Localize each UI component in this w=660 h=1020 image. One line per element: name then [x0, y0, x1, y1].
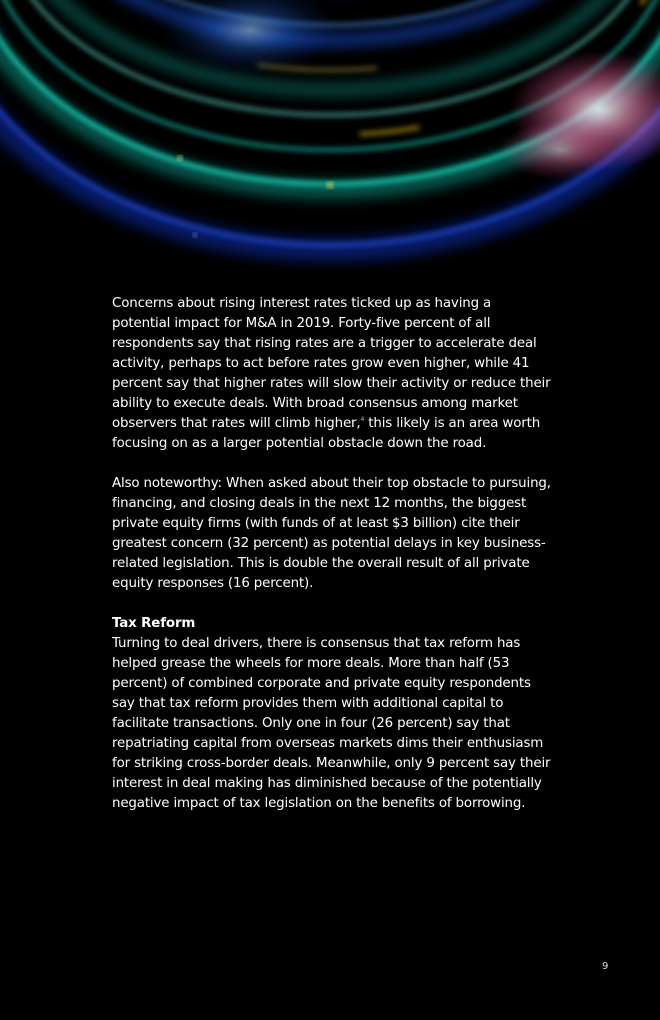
hero-light-rings-image [0, 0, 660, 290]
article-body [112, 294, 552, 834]
paragraph-tax-reform: Turning to deal drivers, there is consensus that tax reform has helped grease the wheels for more deals. More than half (53 percent) of combined corporate and private equity respondents say that tax reform provides them with additional capital to facilitate transactions. Only one in four (26 percent) say that repatriating capital from overseas markets dims their enthusiasm for striking cross-border deals. Meanwhile, only 9 percent say their interest in deal making has diminished because of the potentially negative impact of tax legislation on the benefits of borrowing. [112, 636, 551, 811]
page-number: 9 [602, 961, 609, 972]
paragraph-interest-rates: Concerns about rising interest rates ticked up as having a potential impact for M&A in 2019. Forty-five percent of all respondents say that rising rates are a trigger to accelerate deal activity, perhaps to act before rates grow even higher, while 41 percent say that higher rates will slow their activity or reduce their ability to execute deals. With broad consensus among market observers that rates will climb higher,$^4$ this likely is an area worth focusing on as a larger potential obstacle down the road. [112, 296, 551, 451]
footnote-reference: 4 [360, 416, 365, 423]
section-heading: Tax Reform [112, 616, 196, 631]
paragraph-obstacles: Also noteworthy: When asked about their top obstacle to pursuing, financing, and closing deals in the next 12 months, the biggest private equity firms (with funds of at least $3 billion) cite their greatest concern (32 percent) as potential delays in key business-related legislation. This is double the overall result of all private equity responses (16 percent). [112, 476, 551, 591]
